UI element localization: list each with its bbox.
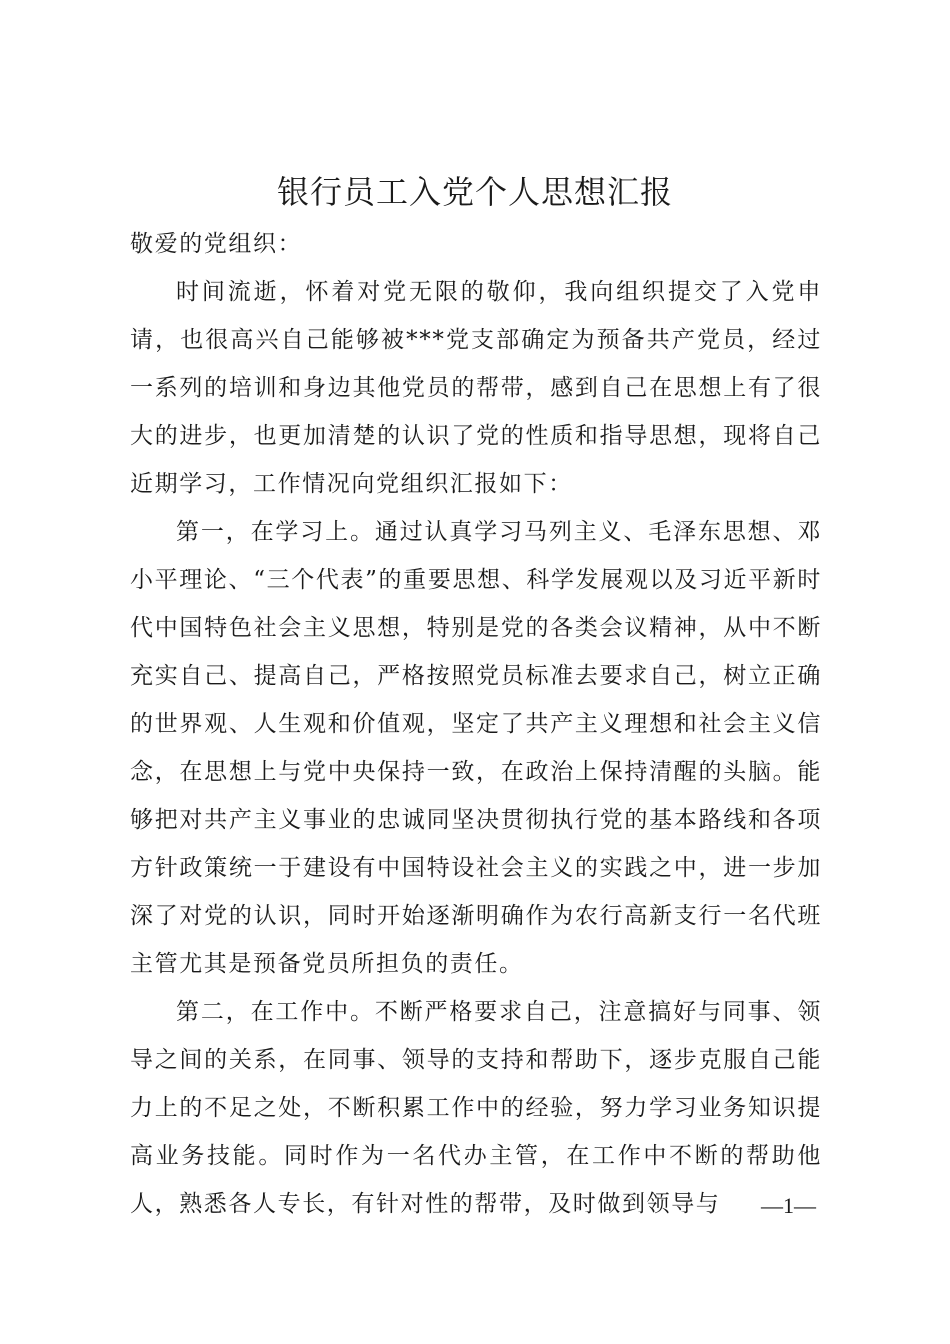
- page-number: —1—: [761, 1193, 816, 1218]
- document-body: [130, 220, 822, 1228]
- document-title: 银行员工入党个人思想汇报: [276, 173, 673, 211]
- paragraph-study: 第一，在学习上。通过认真学习马列主义、毛泽东思想、邓小平理论、“三个代表”的重要思想、科学发展观以及习近平新时代中国特色社会主义思想，特别是党的各类会议精神，从中不断充实自己、提高自己，严格按照党员标准去要求自己，树立正确的世界观、人生观和价值观，坚定了共产主义理想和社会主义信念，在思想上与党中央保持一致，在政治上保持清醒的头脑。能够把对共产主义事业的忠诚同坚决贯彻执行党的基本路线和各项方针政策统一于建设有中国特设社会主义的实践之中，进一步加深了对党的认识，同时开始逐渐明确作为农行高新支行一名代班主管尤其是预备党员所担负的责任。: [130, 519, 822, 977]
- salutation: 敬爱的党组织：: [130, 231, 303, 257]
- paragraph-intro: 时间流逝，怀着对党无限的敬仰，我向组织提交了入党申请，也很高兴自己能够被***党支部确定为预备共产党员，经过一系列的培训和身边其他党员的帮带，感到自己在思想上有了很大的进步，也更加清楚的认识了党的性质和指导思想，现将自己近期学习，工作情况向党组织汇报如下：: [130, 279, 822, 497]
- paragraph-work: 第二，在工作中。不断严格要求自己，注意搞好与同事、领导之间的关系，在同事、领导的支持和帮助下，逐步克服自己能力上的不足之处，不断积累工作中的经验，努力学习业务知识提高业务技能。同时作为一名代办主管，在工作中不断的帮助他人，熟悉各人专长，有针对性的帮带，及时做到领导与: [130, 999, 822, 1217]
